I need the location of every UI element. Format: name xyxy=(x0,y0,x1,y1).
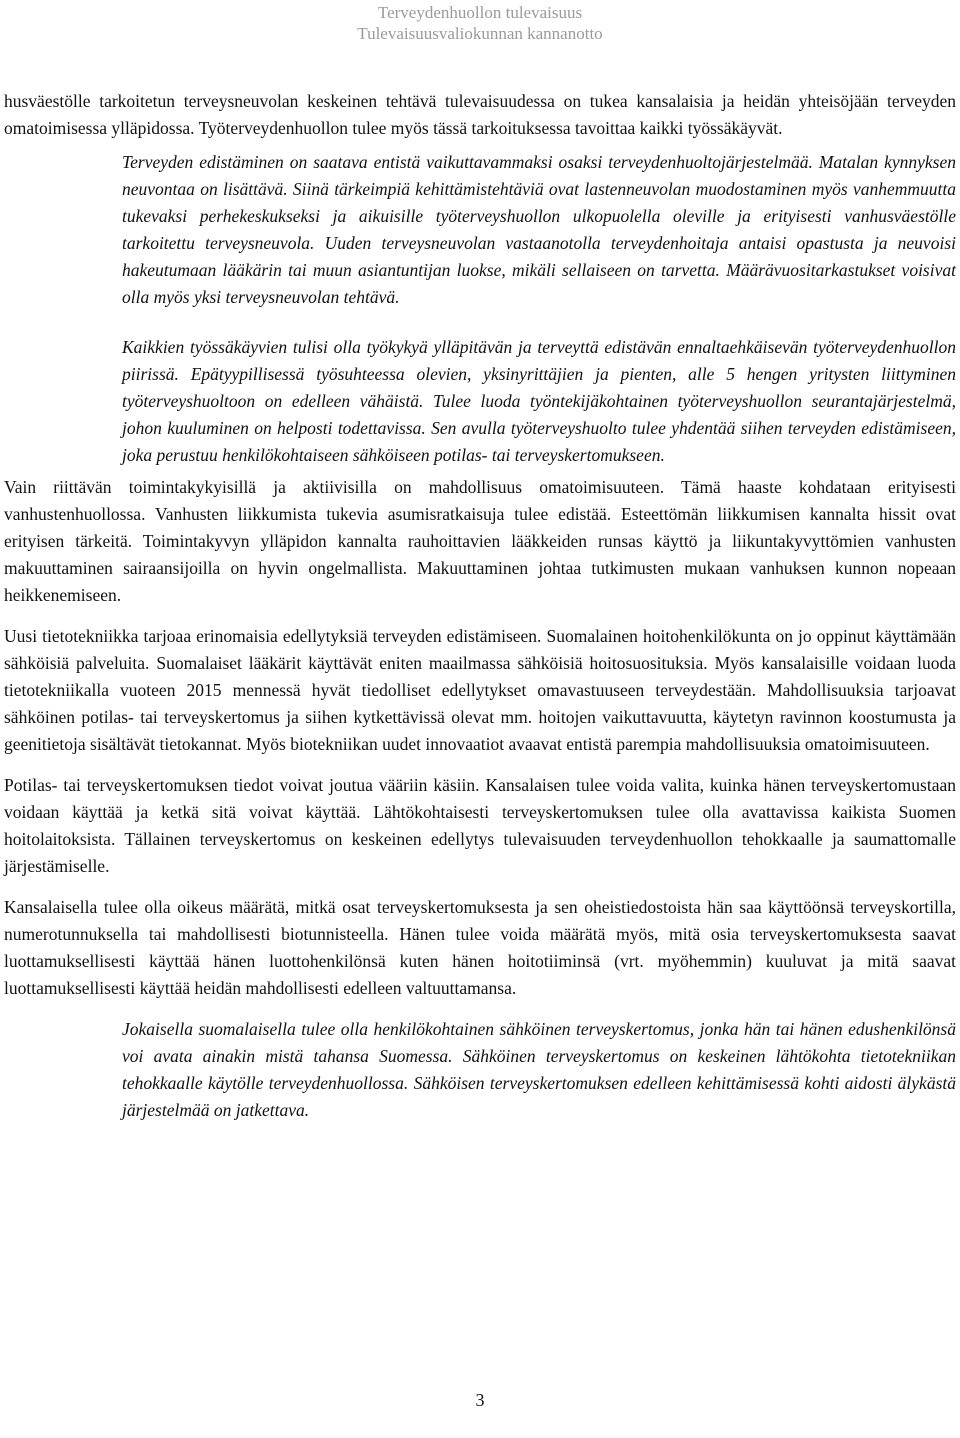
header-title: Terveydenhuollon tulevaisuus xyxy=(377,3,583,22)
paragraph-2: Terveyden edistäminen on saatava entistä vaikuttavammaksi osaksi terveydenhuoltojärjestelmää. Matalan kynnyksen neuvontaa on lisättävä. Siinä tärkeimpiä kehittämistehtäviä ovat lastenneuvolan muodostaminen myös vanhemmuutta tukevaksi perhekeskukseksi ja aikuisille työterveyshuollon ulkopuolella oleville ja erityisesti vanhusväestölle tarkoitettu terveysneuvola. Uuden terveysneuvolan vastaanotolla terveydenhoitaja antaisi opastusta ja neuvoisi hakeutumaan lääkärin tai muun asiantuntijan luokse, mikäli sellaiseen on tarvetta. Määrävuositarkastukset voisivat olla myös yksi terveysneuvolan tehtävä. xyxy=(122,152,956,307)
header-subtitle: Tulevaisuusvaliokunnan kannanotto xyxy=(357,24,603,43)
paragraph-8: Jokaisella suomalaisella tulee olla henkilökohtainen sähköinen terveyskertomus, jonka hän tai hänen edushenkilönsä voi avata ainakin mistä tahansa Suomessa. Sähköinen terveyskertomus on keskeinen lähtökohta tietotekniikan tehokkaalle käytölle terveydenhuollossa. Sähköisen terveyskertomuksen edelleen kehittämisessä kohti aidosti älykästä järjestelmää on jatkettava. xyxy=(122,1019,956,1120)
paragraph-1: husväestölle tarkoitetun terveysneuvolan keskeinen tehtävä tulevaisuudessa on tukea kansalaisia ja heidän yhteisöjään terveyden omatoimisessa ylläpidossa. Työterveydenhuollon tulee myös tässä tarkoituksessa tavoittaa kaikki työssäkäyvät. xyxy=(4,91,956,138)
paragraph-5: Uusi tietotekniikka tarjoaa erinomaisia edellytyksiä terveyden edistämiseen. Suomalainen hoitohenkilökunta on jo oppinut käyttämään sähköisiä palveluita. Suomalaiset lääkärit käyttävät eniten maailmassa sähköisiä hoitosuosituksia. Myös kansalaisille voidaan luoda tietotekniikalla vuoteen 2015 mennessä hyvät tiedolliset edellytykset omavastuuseen terveydestään. Mahdollisuuksia tarjoavat sähköinen potilas- tai terveyskertomus ja siihen kytkettävissä olevat mm. hoitojen vaikuttavuutta, käytetyn ravinnon koostumusta ja geenitietoja sisältävät tietokannat. Myös biotekniikan uudet innovaatiot avaavat entistä parempia mahdollisuuksia omatoimisuuteen. xyxy=(4,626,956,754)
paragraph-4: Vain riittävän toimintakykyisillä ja aktiivisilla on mahdollisuus omatoimisuuteen. Tämä haaste kohdataan erityisesti vanhustenhuollossa. Vanhusten liikkumista tukevia asumisratkaisuja tulee edistää. Esteettömän liikkumisen kannalta hissit ovat erityisen tärkeitä. Toimintakyvyn ylläpidon kannalta rauhoittavien lääkkeiden runsas käyttö ja liikuntakyvyttömien vanhusten makuuttaminen sairaansijoilla on hyvin ongelmallista. Makuuttaminen johtaa tutkimusten mukaan vanhuksen kunnon nopeaan heikkenemiseen. xyxy=(4,477,956,605)
paragraph-6: Potilas- tai terveyskertomuksen tiedot voivat joutua vääriin käsiin. Kansalaisen tulee voida valita, kuinka hänen terveyskertomustaan voidaan käyttää ja ketkä sitä voivat käyttää. Lähtökohtaisesti terveyskertomuksen tulee olla avattavissa kaikista Suomen hoitolaitoksista. Tällainen terveyskertomus on keskeinen edellytys tulevaisuuden terveydenhuollon tehokkaalle ja saumattomalle järjestämiselle. xyxy=(4,775,956,876)
page-header xyxy=(0,2,960,44)
page-number: 3 xyxy=(475,1390,485,1410)
document-body xyxy=(4,88,956,1138)
paragraph-7: Kansalaisella tulee olla oikeus määrätä, mitkä osat terveyskertomuksesta ja sen oheistiedostoista hän saa käyttöönsä terveyskortilla, numerotunnuksella tai mahdollisesti biotunnisteella. Hänen tulee voida määrätä myös, mitä osia terveyskertomuksesta saavat luottamuksellisesti käyttää hänen luottohenkilönsä kuten hänen hoitotiiminsä (vrt. myöhemmin) kuuluvat ja mitä saavat luottamuksellisesti käyttää heidän mahdollisesti edelleen valtuuttamansa. xyxy=(4,897,956,998)
paragraph-3: Kaikkien työssäkäyvien tulisi olla työkykyä ylläpitävän ja terveyttä edistävän ennaltaehkäisevän työterveydenhuollon piirissä. Epätyypillisessä työsuhteessa olevien, yksinyrittäjien ja pienten, alle 5 hengen yritysten liittyminen työterveyshuoltoon on edelleen vähäistä. Tulee luoda työntekijäkohtainen työterveyshuollon seurantajärjestelmä, johon kuuluminen on helposti todettavissa. Sen avulla työterveyshuolto tulee yhdentää siihen terveyden edistämiseen, joka perustuu henkilökohtaiseen sähköiseen potilas- tai terveyskertomukseen. xyxy=(122,337,956,465)
